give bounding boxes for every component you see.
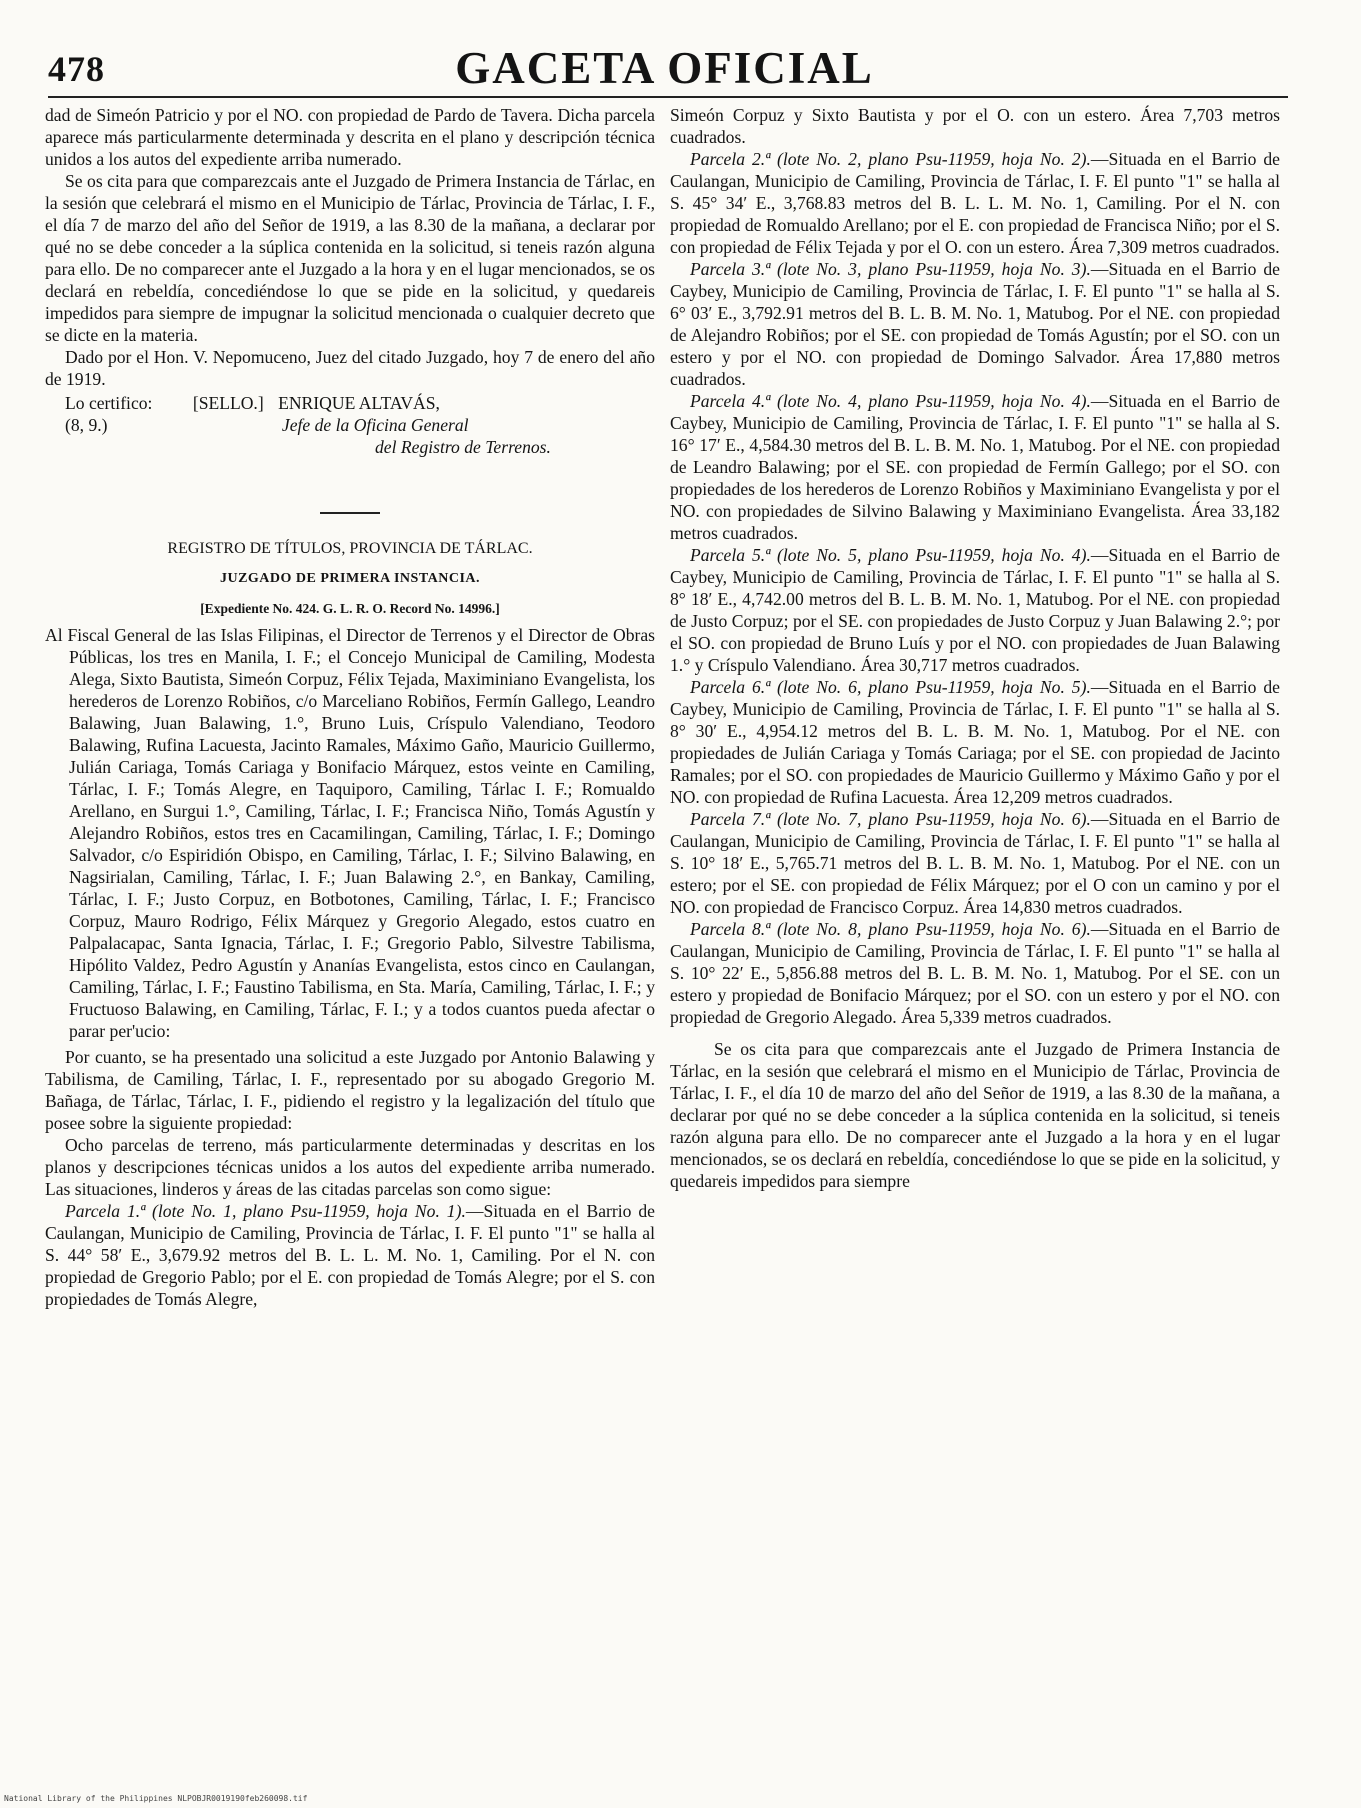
paragraph: Por cuanto, se ha presentado una solicitud a este Juzgado por Antonio Balawing y Tabilisma, de Camiling, Tárlac, I. F., representado por su abogado Gregorio M. Bañaga, de Tárlac, Tárlac, I. F., pidiendo el registro y la legalización del título que posee sobre la siguiente propiedad: (45, 1047, 655, 1133)
parcela-title: Parcela 5.ª (lote No. 5, plano Psu-11959, hoja No. 4). (690, 545, 1091, 565)
page-number: 478 (48, 49, 105, 89)
gazette-title: GACETA OFICIAL (455, 43, 874, 93)
scan-source-footer: National Library of the Philippines NLPOBJR0019190feb260098.tif (4, 1794, 308, 1803)
parcela-body: —Situada en el Barrio de Caybey, Municipio de Camiling, Provincia de Tárlac, I. F. El punto "1" se halla al S. 8° 30′ E., 4,954.12 metros del B. L. B. M. No. 1, Matubog. Por el NE. con propiedades de Julián Cariaga y Tomás Cariaga; por el SE. con propiedad de Jacinto Ramales; por el SO. con propiedades de Mauricio Guillermo y Máximo Gaño y por el NO. con propiedad de Rufina Lacuesta. Área 12,209 metros cuadrados. (670, 677, 1280, 807)
parcela-title: Parcela 4.ª (lote No. 4, plano Psu-11959, hoja No. 4). (690, 391, 1091, 411)
parcela-7 (670, 808, 1280, 918)
parcela-3 (670, 258, 1280, 390)
signatory-name: ENRIQUE ALTAVÁS, (278, 393, 440, 413)
right-column (670, 104, 1280, 1192)
parcela-title: Parcela 8.ª (lote No. 8, plano Psu-11959, hoja No. 6). (690, 919, 1091, 939)
expediente-number: [Expediente No. 424. G. L. R. O. Record No. 14996.] (200, 601, 500, 616)
paragraph: Se os cita para que comparezcais ante el Juzgado de Primera Instancia de Tárlac, en la sesión que celebrará el mismo en el Municipio de Tárlac, Provincia de Tárlac, I. F., el día 10 de marzo del año del Señor de 1919, a las 8.30 de la mañana, a declarar por qué no se debe conceder a la súplica contenida en la solicitud, si teneis razón alguna para ello. De no comparecer ante el Juzgado a la hora y en el lugar mencionados, se os declará en rebeldía, concediéndose lo que se pide en la solicitud, y quedareis impedidos para siempre (670, 1039, 1280, 1191)
page-header (42, 38, 1287, 94)
parcela-title: Parcela 6.ª (lote No. 6, plano Psu-11959, hoja No. 5). (690, 677, 1091, 697)
parcela-5 (670, 544, 1280, 676)
parcela-title: Parcela 7.ª (lote No. 7, plano Psu-11959, hoja No. 6). (690, 809, 1091, 829)
parcela-body: —Situada en el Barrio de Caybey, Municipio de Camiling, Provincia de Tárlac, I. F. El punto "1" se halla al S. 6° 03′ E., 3,792.91 metros del B. L. B. M. No. 1, Matubog. Por el NE. con propiedad de Alejandro Robiños; por el SE. con propiedad de Tomás Agustín; por el SO. con un estero y por el NO. con propiedad de Domingo Salvador. Área 17,880 metros cuadrados. (670, 259, 1280, 389)
parcela-2 (670, 148, 1280, 258)
paragraph: Simeón Corpuz y Sixto Bautista y por el O. con un estero. Área 7,703 metros cuadrados. (670, 105, 1280, 147)
section-divider (320, 512, 380, 514)
parcela-body: —Situada en el Barrio de Caybey, Municipio de Camiling, Provincia de Tárlac, I. F. El punto "1" se halla al S. 8° 18′ E., 4,742.00 metros del B. L. B. M. No. 1, Matubog. Por el NE. con propiedad de Justo Corpuz; por el SE. con propiedades de Justo Corpuz y Juan Balawing 2.°; por el SO. con propiedad de Bruno Luís y por el NO. con propiedades de Juan Balawing 1.° y Críspulo Valendiano. Área 30,717 metros cuadrados. (670, 545, 1280, 675)
signatory-role-line2: del Registro de Terrenos. (375, 437, 551, 457)
parcela-8 (670, 918, 1280, 1028)
certify-label: Lo certifico: (65, 393, 153, 413)
parcela-title: Parcela 2.ª (lote No. 2, plano Psu-11959, hoja No. 2). (690, 149, 1091, 169)
parcela-title: Parcela 1.ª (lote No. 1, plano Psu-11959, hoja No. 1). (65, 1201, 466, 1221)
parcela-title: Parcela 3.ª (lote No. 3, plano Psu-11959, hoja No. 3). (690, 259, 1091, 279)
header-rule (48, 96, 1288, 98)
parcela-4 (670, 390, 1280, 544)
reference-number: (8, 9.) (65, 415, 108, 435)
paragraph: dad de Simeón Patricio y por el NO. con propiedad de Pardo de Tavera. Dicha parcela aparece más particularmente determinada y descrita en el plano y descripción técnica unidos a los autos del expediente arriba numerado. (45, 105, 655, 169)
parcela-body: —Situada en el Barrio de Caulangan, Municipio de Camiling, Provincia de Tárlac, I. F. El punto "1" se halla al S. 10° 18′ E., 5,765.71 metros del B. L. B. M. No. 1, Matubog. Por el NE. con un estero; por el SE. con propiedad de Félix Márquez; por el O con un camino y por el NO. con propiedad de Francisco Corpuz. Área 14,830 metros cuadrados. (670, 809, 1280, 917)
parcela-body: —Situada en el Barrio de Caulangan, Municipio de Camiling, Provincia de Tárlac, I. F. El punto "1" se halla al S. 10° 22′ E., 5,856.88 metros del B. L. B. M. No. 1, Matubog. Por el SE. con un estero y propiedad de Bonifacio Márquez; por el SO. con un estero y por el NO. con propiedad de Gregorio Alegado. Área 5,339 metros cuadrados. (670, 919, 1280, 1027)
parcela-6 (670, 676, 1280, 808)
addressee-paragraph: Al Fiscal General de las Islas Filipinas, el Director de Terrenos y el Director de Obras Públicas, los tres en Manila, I. F.; el Concejo Municipal de Camiling, Modesta Alega, Sixto Bautista, Simeón Corpuz, Félix Tejada, Maximiniano Evangelista, los herederos de Lorenzo Robiños, c/o Marceliano Robiños, Fermín Gallego, Leandro Balawing, Juan Balawing, 1.°, Bruno Luis, Críspulo Valendiano, Teodoro Balawing, Rufina Lacuesta, Jacinto Ramales, Máximo Gaño, Mauricio Guillermo, Julián Cariaga, Tomás Cariaga y Bonifacio Márquez, estos veinte en Camiling, Tárlac, I. F.; Tomás Alegre, en Taquiporo, Camiling, Tárlac I. F.; Romualdo Arellano, en Surgui 1.°, Camiling, Tárlac, I. F.; Francisca Niño, Tomás Agustín y Alejandro Robiños, estos tres en Cacamilingan, Camiling, Tárlac, I. F.; Domingo Salvador, c/o Espiridión Obispo, en Camiling, Tárlac, I. F.; Silvino Balawing, en Nagsirialan, Camiling, Tárlac, I. F.; Juan Balawing 2.°, en Bankay, Camiling, Tárlac, I. F.; Justo Corpuz, en Botbotones, Camiling, Tárlac, I. F.; Francisco Corpuz, Mauro Rodrigo, Félix Márquez y Gregorio Alegado, estos cuatro en Palpalacapac, Santa Ignacia, Tárlac, I. F.; Gregorio Pablo, Silvestre Tabilisma, Hipólito Valdez, Pedro Agustín y Ananías Evangelista, estos cinco en Caulangan, Camiling, Tárlac, I. F.; Faustino Tabilisma, en Sta. María, Camiling, Tárlac, I. F.; y Fructuoso Balawing, en Camiling, Tárlac, F. I.; y a todos cuantos pueda afectar o parar per'ucio: (45, 625, 655, 1041)
seal-mark: [SELLO.] (192, 393, 264, 413)
parcela-body: —Situada en el Barrio de Caybey, Municipio de Camiling, Provincia de Tárlac, I. F. El punto "1" se halla al S. 16° 17′ E., 4,584.30 metros del B. L. B. M. No. 1, Matubog. Por el NE. con propiedad de Leandro Balawing; por el SE. con propiedad de Fermín Gallego; por el SO. con propiedades de los herederos de Lorenzo Robiños y Maximiniano Evangelista y por el NO. con propiedades de Silvino Balawing y Maximiniano Evangelista. Área 33,182 metros cuadrados. (670, 391, 1280, 543)
left-column (45, 104, 655, 1310)
parcela-1 (45, 1200, 655, 1310)
signatory-role: Jefe de la Oficina General (281, 415, 469, 435)
paragraph: Ocho parcelas de terreno, más particularmente determinadas y descritas en los planos y descripciones técnicas unidos a los autos del expediente arriba numerado. Las situaciones, linderos y áreas de las citadas parcelas son como sigue: (45, 1135, 655, 1199)
parcela-body: —Situada en el Barrio de Caulangan, Municipio de Camiling, Provincia de Tárlac, I. F. El punto "1" se halla al S. 44° 58′ E., 3,679.92 metros del B. L. L. M. No. 1, Camiling. Por el N. con propiedad de Gregorio Pablo; por el E. con propiedad de Tomás Alegre; por el S. con propiedades de Tomás Alegre, (45, 1201, 655, 1309)
paragraph: Se os cita para que comparezcais ante el Juzgado de Primera Instancia de Tárlac, en la sesión que celebrará el mismo en el Municipio de Tárlac, Provincia de Tárlac, I. F., el día 7 de marzo del año del Señor de 1919, a las 8.30 de la mañana, a declarar por qué no se debe conceder a la súplica contenida en la solicitud, si teneis razón alguna para ello. De no comparecer ante el Juzgado a la hora y en el lugar mencionados, se os declará en rebeldía, concediéndose lo que se pide en la solicitud, y quedareis impedidos para siempre de impugnar la solicitud mencionada o cualquier decreto que se dicte en la materia. (45, 171, 655, 345)
section-title: REGISTRO DE TÍTULOS, PROVINCIA DE TÁRLAC. (167, 540, 533, 557)
court-title: JUZGADO DE PRIMERA INSTANCIA. (219, 571, 481, 586)
parcela-body: —Situada en el Barrio de Caulangan, Municipio de Camiling, Provincia de Tárlac, I. F. El punto "1" se halla al S. 45° 34′ E., 3,768.83 metros del B. L. L. M. No. 1, Camiling. Por el N. con propiedad de Romualdo Arellano; por el E. con propiedad de Francisca Niño; por el S. con propiedad de Félix Tejada y por el O. con un estero. Área 7,309 metros cuadrados. (670, 149, 1280, 257)
signature-block (45, 392, 655, 458)
paragraph: Dado por el Hon. V. Nepomuceno, Juez del citado Juzgado, hoy 7 de enero del año de 1919. (45, 347, 655, 389)
